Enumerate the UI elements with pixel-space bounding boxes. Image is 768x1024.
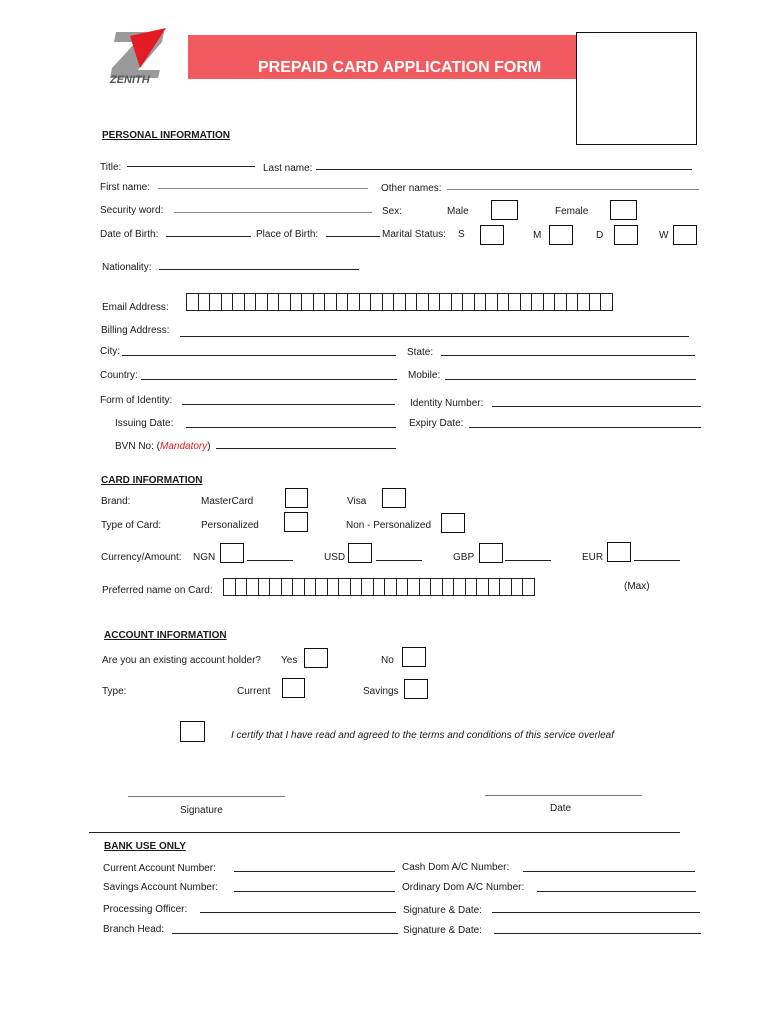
identity-number-label: Identity Number: xyxy=(410,398,484,409)
photo-box[interactable] xyxy=(576,32,697,145)
processing-officer-field[interactable] xyxy=(200,912,396,913)
signature-label: Signature xyxy=(180,805,223,816)
title-field[interactable] xyxy=(127,166,255,167)
preferred-name-label: Preferred name on Card: xyxy=(102,585,213,596)
current-account-number-label: Current Account Number: xyxy=(103,863,216,874)
bank-use-heading: BANK USE ONLY xyxy=(104,841,186,852)
savings-checkbox[interactable] xyxy=(404,679,428,699)
existing-holder-label: Are you an existing account holder? xyxy=(102,655,261,666)
ngn-amount-field[interactable] xyxy=(247,560,293,561)
bvn-field[interactable] xyxy=(216,448,396,449)
current-checkbox[interactable] xyxy=(282,678,305,698)
savings-account-number-label: Savings Account Number: xyxy=(103,882,219,893)
female-label: Female xyxy=(555,206,589,217)
bvn-prefix: BVN No: ( xyxy=(115,441,161,452)
mastercard-label: MasterCard xyxy=(201,496,254,507)
country-field[interactable] xyxy=(141,379,397,380)
nationality-label: Nationality: xyxy=(102,262,152,273)
account-type-label: Type: xyxy=(102,686,127,697)
personalized-checkbox[interactable] xyxy=(284,512,308,532)
non-personalized-checkbox[interactable] xyxy=(441,513,465,533)
bvn-mandatory: Mandatory xyxy=(160,441,208,452)
date-label: Date xyxy=(550,803,572,814)
dob-field[interactable] xyxy=(166,236,251,237)
gbp-label: GBP xyxy=(453,552,475,563)
marital-s-label: S xyxy=(458,229,465,240)
gbp-checkbox[interactable] xyxy=(479,543,503,563)
account-info-heading: ACCOUNT INFORMATION xyxy=(104,630,227,641)
first-name-label: First name: xyxy=(100,182,151,193)
personal-info-heading: PERSONAL INFORMATION xyxy=(102,130,230,141)
last-name-label: Last name: xyxy=(263,163,313,174)
ngn-label: NGN xyxy=(193,552,216,563)
section-divider xyxy=(89,832,680,833)
currency-amount-label: Currency/Amount: xyxy=(101,552,182,563)
signature-date-1-label: Signature & Date: xyxy=(403,905,482,916)
current-account-number-field[interactable] xyxy=(234,871,395,872)
eur-checkbox[interactable] xyxy=(607,542,631,562)
nationality-field[interactable] xyxy=(159,269,359,270)
usd-amount-field[interactable] xyxy=(376,560,422,561)
country-label: Country: xyxy=(100,370,138,381)
non-personalized-label: Non - Personalized xyxy=(346,520,432,531)
form-of-identity-label: Form of Identity: xyxy=(100,395,173,406)
current-label: Current xyxy=(237,686,271,697)
signature-date-1-field[interactable] xyxy=(492,912,700,913)
male-label: Male xyxy=(447,206,469,217)
dob-label: Date of Birth: xyxy=(100,229,159,240)
sex-label: Sex: xyxy=(382,206,403,217)
savings-label: Savings xyxy=(363,686,399,697)
expiry-date-field[interactable] xyxy=(469,427,701,428)
identity-number-field[interactable] xyxy=(492,406,701,407)
eur-label: EUR xyxy=(582,552,604,563)
ordinary-dom-label: Ordinary Dom A/C Number: xyxy=(402,882,525,893)
usd-label: USD xyxy=(324,552,346,563)
marital-w-label: W xyxy=(659,230,669,241)
savings-account-number-field[interactable] xyxy=(234,891,395,892)
signature-date-2-field[interactable] xyxy=(494,933,701,934)
email-label: Email Address: xyxy=(102,302,169,313)
yes-label: Yes xyxy=(281,655,298,666)
marital-w-checkbox[interactable] xyxy=(673,225,697,245)
marital-m-checkbox[interactable] xyxy=(549,225,573,245)
brand-label: Brand: xyxy=(101,496,131,507)
form-title: PREPAID CARD APPLICATION FORM xyxy=(258,59,542,76)
billing-field[interactable] xyxy=(180,336,689,337)
title-label: Title: xyxy=(100,162,122,173)
last-name-field[interactable] xyxy=(316,169,692,170)
expiry-date-label: Expiry Date: xyxy=(409,418,464,429)
logo-text: ZENITH xyxy=(110,74,150,86)
billing-label: Billing Address: xyxy=(101,325,170,336)
other-names-field[interactable] xyxy=(447,189,699,190)
cash-dom-label: Cash Dom A/C Number: xyxy=(402,862,510,873)
no-checkbox[interactable] xyxy=(402,647,426,667)
ordinary-dom-field[interactable] xyxy=(537,891,696,892)
female-checkbox[interactable] xyxy=(610,200,637,220)
personalized-label: Personalized xyxy=(201,520,259,531)
date-line[interactable] xyxy=(485,795,642,796)
char-cell[interactable] xyxy=(522,578,535,596)
state-field[interactable] xyxy=(441,355,695,356)
certify-checkbox[interactable] xyxy=(180,721,205,742)
other-names-label: Other names: xyxy=(381,183,442,194)
email-grid[interactable] xyxy=(186,293,612,311)
bvn-suffix: ) xyxy=(207,441,211,452)
marital-d-label: D xyxy=(596,230,604,241)
certify-text: I certify that I have read and agreed to the terms and conditions of this service overleaf xyxy=(231,730,614,741)
branch-head-field[interactable] xyxy=(172,933,398,934)
mobile-label: Mobile: xyxy=(408,370,441,381)
card-info-heading: CARD INFORMATION xyxy=(101,475,203,486)
processing-officer-label: Processing Officer: xyxy=(103,904,188,915)
form-of-identity-field[interactable] xyxy=(182,404,395,405)
security-word-field[interactable] xyxy=(174,212,372,213)
city-label: City: xyxy=(100,346,120,357)
pob-label: Place of Birth: xyxy=(256,229,319,240)
marital-m-label: M xyxy=(533,230,542,241)
branch-head-label: Branch Head: xyxy=(103,924,165,935)
cash-dom-field[interactable] xyxy=(523,871,695,872)
visa-label: Visa xyxy=(347,496,367,507)
yes-checkbox[interactable] xyxy=(304,648,328,668)
signature-date-2-label: Signature & Date: xyxy=(403,925,482,936)
eur-amount-field[interactable] xyxy=(634,560,680,561)
city-field[interactable] xyxy=(122,355,396,356)
mastercard-checkbox[interactable] xyxy=(285,488,308,508)
gbp-amount-field[interactable] xyxy=(505,560,551,561)
signature-line[interactable] xyxy=(128,796,285,797)
marital-label: Marital Status: xyxy=(382,229,446,240)
state-label: State: xyxy=(407,347,434,358)
visa-checkbox[interactable] xyxy=(382,488,406,508)
marital-d-checkbox[interactable] xyxy=(614,225,638,245)
security-word-label: Security word: xyxy=(100,205,164,216)
issuing-date-field[interactable] xyxy=(186,427,396,428)
no-label: No xyxy=(381,655,394,666)
pob-field[interactable] xyxy=(326,236,380,237)
usd-checkbox[interactable] xyxy=(348,543,372,563)
marital-s-checkbox[interactable] xyxy=(480,225,504,245)
zenith-logo xyxy=(96,24,180,90)
char-cell[interactable] xyxy=(600,293,613,311)
max-label: (Max) xyxy=(624,581,650,592)
first-name-field[interactable] xyxy=(158,188,368,189)
male-checkbox[interactable] xyxy=(491,200,518,220)
issuing-date-label: Issuing Date: xyxy=(115,418,174,429)
preferred-name-grid[interactable] xyxy=(223,578,534,596)
bvn-label xyxy=(115,441,211,453)
ngn-checkbox[interactable] xyxy=(220,543,244,563)
mobile-field[interactable] xyxy=(445,379,696,380)
type-of-card-label: Type of Card: xyxy=(101,520,162,531)
